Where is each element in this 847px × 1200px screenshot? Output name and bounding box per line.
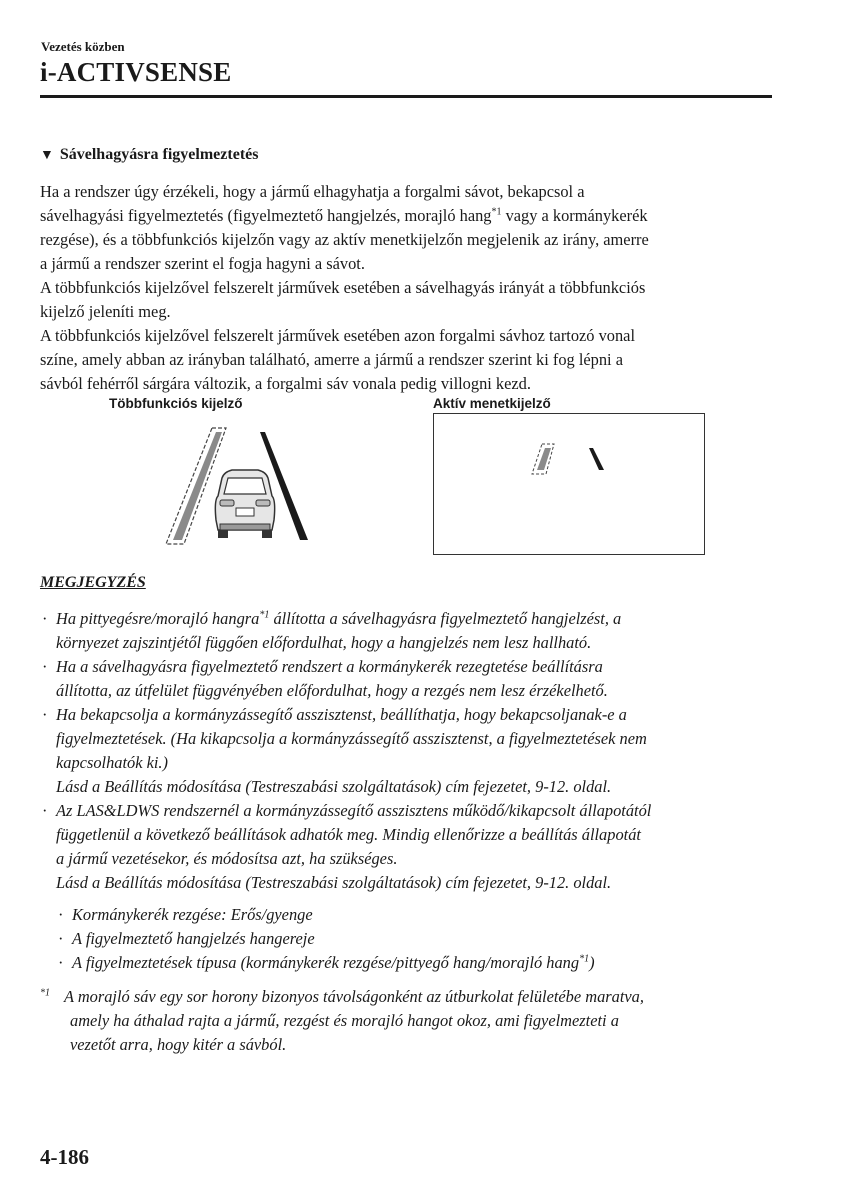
footnote-ref: *1: [579, 953, 590, 965]
text-line: rezgése), és a többfunkciós kijelzőn vagy az aktív menetkijelzőn megjelenik az irány, amerre: [40, 230, 649, 249]
list-item: · A figyelmeztetések típusa (kormánykerék rezgése/pittyegő hang/morajló hang$^{*1}$): [58, 953, 595, 972]
multifunction-display-illustration: [160, 420, 320, 550]
page-number: 4-186: [40, 1145, 89, 1169]
text-line: A többfunkciós kijelzővel felszerelt járművek esetében a sávelhagyás irányát a többfunkciós: [40, 278, 646, 297]
bullet: ·: [42, 705, 48, 724]
lane-line-right: [589, 448, 604, 470]
footnote: $^{*1}$ A morajló sáv egy sor horony bizonyos távolságonként az útburkolat felületébe maratva, amely ha áthalad rajta a jármű, rezgést és morajló hangot okoz, ami figyelmezteti a vezetőt arra, hogy kitér a sávból.: [40, 987, 644, 1054]
triangle-down-icon: ▼: [40, 148, 54, 163]
active-driving-display-illustration: [433, 413, 705, 555]
section-heading-text: Sávelhagyásra figyelmeztetés: [59, 146, 259, 163]
list-item: · Kormánykerék rezgése: Erős/gyenge: [58, 905, 313, 924]
text-line: kijelző jeleníti meg.: [40, 302, 171, 321]
note-heading: MEGJEGYZÉS: [40, 574, 146, 591]
footnote-ref: *1: [491, 206, 502, 218]
footnote-mark: *1: [40, 987, 50, 999]
car-icon: [215, 470, 274, 538]
text-line: Ha a rendszer úgy érzékeli, hogy a jármű elhagyhatja a forgalmi sávot, bekapcsol a: [40, 182, 585, 201]
section-heading: [40, 146, 258, 164]
header-rule: [40, 95, 772, 98]
page-title: i-ACTIVSENSE: [40, 57, 232, 87]
note-bullet-3: · Ha bekapcsolja a kormányzássegítő asszisztenst, beállíthatja, hogy bekapcsoljanak-e a figyelmeztetések. (Ha kikapcsolja a kormányzássegítő asszisztenst, a figyelmeztetések nem kapcsolhatók ki.) Lásd a Beállítás módosítása (Testreszabási szolgáltatások) cím fejezetet, 9-12. oldal.: [42, 705, 647, 796]
settings-sublist: [56, 903, 595, 975]
note-bullet-1: · Ha pittyegésre/morajló hangra$^{*1}$ állította a sávelhagyásra figyelmeztető hangjelzést, a környezet zajszintjétől függően előfordulhat, hogy a hangjelzés nem lesz hallható.: [42, 609, 622, 652]
figure-caption-active-display: Aktív menetkijelző: [433, 396, 551, 411]
bullet: ·: [42, 657, 48, 676]
body-paragraph-2: [40, 276, 780, 324]
footnote-ref: *1: [259, 609, 270, 621]
body-paragraph-1: [40, 180, 780, 276]
note-bullet-2: · Ha a sávelhagyásra figyelmeztető rendszert a kormánykerék rezegtetése beállításra állította, az útfelület függvényében előfordulhat, hogy a rezgés nem lesz érzékelhető.: [42, 657, 608, 700]
active-display-lanes: [434, 414, 704, 554]
text-line: A többfunkciós kijelzővel felszerelt járművek esetében azon forgalmi sávhoz tartozó vonal: [40, 326, 636, 345]
list-item: · A figyelmeztető hangjelzés hangereje: [58, 929, 315, 948]
text-line: a jármű a rendszer szerint el fogja hagyni a sávot.: [40, 254, 365, 273]
body-paragraph-3: [40, 324, 780, 396]
text-line: sávból fehérről sárgára változik, a forgalmi sáv vonala pedig villogni kezd.: [40, 374, 531, 393]
bullet: ·: [42, 801, 48, 820]
lane-line-left: [173, 432, 222, 540]
breadcrumb: Vezetés közben: [41, 39, 125, 54]
text-line: színe, amely abban az irányban található, amerre a jármű a rendszer szerint ki fog lépni a: [40, 350, 623, 369]
figure-caption-multifunction: Többfunkciós kijelző: [109, 396, 243, 411]
bullet: ·: [42, 609, 48, 628]
text-line: sávelhagyási figyelmeztetés (figyelmeztető hangjelzés, morajló hang$^{*1}$ vagy a kormánykerék: [40, 206, 648, 225]
note-bullet-4: · Az LAS&LDWS rendszernél a kormányzássegítő asszisztens működő/kikapcsolt állapotától függetlenül a következő beállítások adhatók meg. Mindig ellenőrizze a beállítás állapotát a jármű vezetésekor, és módosítsa azt, ha szükséges. Lásd a Beállítás módosítása (Testreszabási szolgáltatások) cím fejezetet, 9-12. oldal.: [42, 801, 652, 892]
